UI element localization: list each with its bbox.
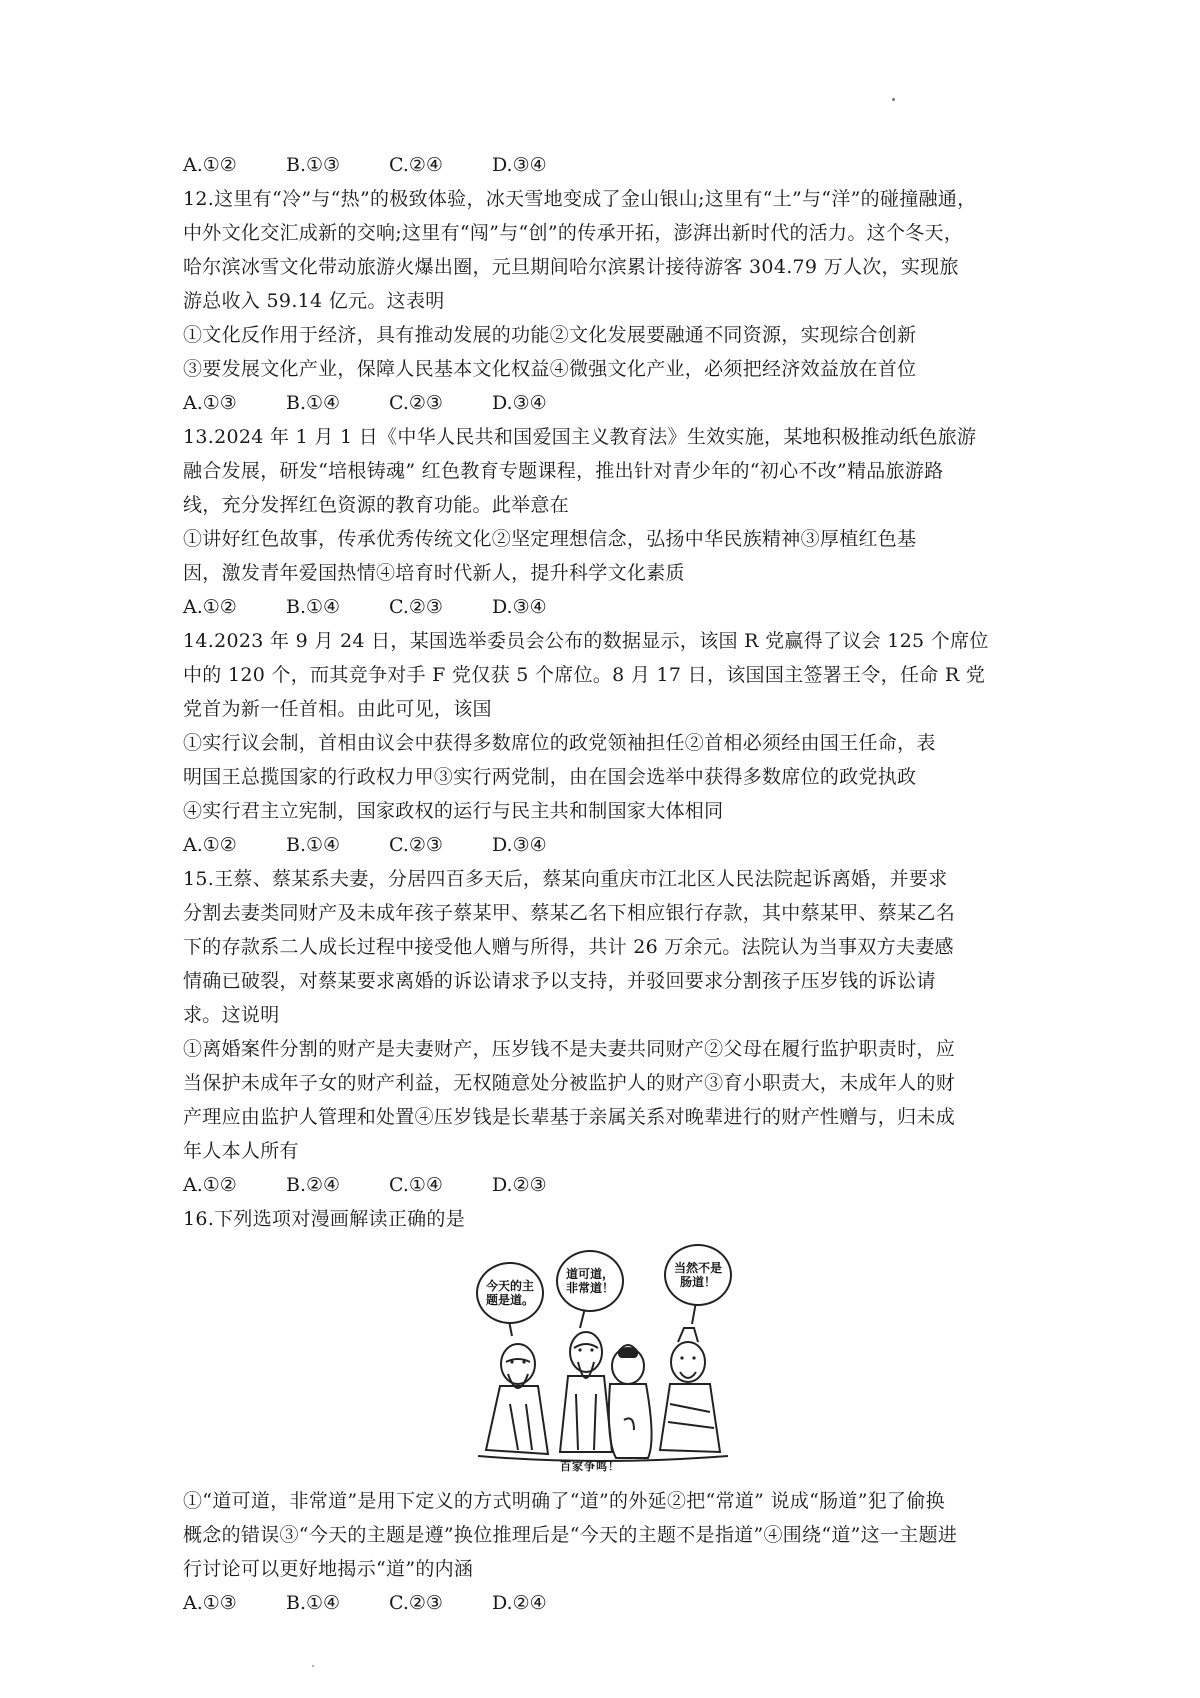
question-stem-line: 情确已破裂，对蔡某要求离婚的诉讼请求予以支持，并驳回要求分割孩子压岁钱的诉讼请 — [183, 970, 936, 992]
option-a[interactable]: A.①② — [183, 596, 237, 618]
question-16 — [183, 1202, 1043, 1620]
question-stem-line: 下的存款系二人成长过程中接受他人赠与所得，共计 26 万余元。法院认为当事双方夫妻感 — [183, 936, 954, 958]
option-c[interactable]: C.②③ — [389, 596, 443, 618]
philosophers-cartoon — [448, 1244, 748, 1478]
question-stem-line: 14.2023 年 9 月 24 日，某国选举委员会公布的数据显示，该国 R 党赢得了议会 125 个席位 — [183, 630, 989, 652]
option-b[interactable]: B.①④ — [286, 834, 341, 856]
statement-line: 因，激发青年爱国热情④培育时代新人，提升科学文化素质 — [183, 562, 685, 584]
option-c[interactable]: C.②③ — [389, 834, 443, 856]
statement-line: 当保护未成年子女的财产利益，无权随意处分被监护人的财产③育小职责大，未成年人的财 — [183, 1072, 956, 1094]
question-14 — [183, 624, 1043, 862]
statement-line: 行讨论可以更好地揭示“道”的内涵 — [183, 1558, 474, 1580]
question-stem-line: 哈尔滨冰雪文化带动旅游火爆出圈，元旦期间哈尔滨累计接待游客 304.79 万人次，实现旅 — [183, 256, 959, 278]
q14-options — [183, 828, 1043, 862]
question-12 — [183, 182, 1043, 420]
question-stem-line: 融合发展，研发“培根铸魂” 红色教育专题课程，推出针对青少年的“初心不改”精品旅游路 — [183, 460, 944, 482]
statement-line: 年人本人所有 — [183, 1140, 299, 1162]
option-b[interactable]: B.①④ — [286, 1592, 341, 1614]
option-a[interactable]: A.①② — [183, 154, 237, 176]
option-d[interactable]: D.③④ — [492, 596, 547, 618]
question-stem-line: 党首为新一任首相。由此可见，该国 — [183, 698, 492, 720]
option-c[interactable]: C.②③ — [389, 1592, 443, 1614]
scan-speck — [312, 1665, 314, 1667]
question-stem-line: 游总收入 59.14 亿元。这表明 — [183, 290, 445, 312]
option-d[interactable]: D.③④ — [492, 834, 547, 856]
option-b[interactable]: B.①④ — [286, 392, 341, 414]
question-stem-line: 16.下列选项对漫画解读正确的是 — [183, 1208, 466, 1230]
option-a[interactable]: A.①③ — [183, 1592, 237, 1614]
statement-line: ③要发展文化产业，保障人民基本文化权益④微强文化产业，必须把经济效益放在首位 — [183, 358, 917, 380]
question-stem-line: 12.这里有“冷”与“热”的极致体验，冰天雪地变成了金山银山;这里有“土”与“洋”的碰撞融通， — [183, 188, 977, 210]
statement-line: 产理应由监护人管理和处置④压岁钱是长辈基于亲属关系对晚辈进行的财产性赠与，归未成 — [183, 1106, 956, 1128]
q13-options — [183, 590, 1043, 624]
cartoon-caption: 百家争鸣！ — [560, 1460, 620, 1473]
speech-bubble-1: 今天的主题是道。 — [476, 1262, 544, 1324]
question-list — [183, 148, 1043, 1620]
statement-line: ①文化反作用于经济，具有推动发展的功能②文化发展要融通不同资源，实现综合创新 — [183, 324, 917, 346]
question-stem-line: 中的 120 个，而其竞争对手 F 党仅获 5 个席位。8 月 17 日，该国国主签署王令，任命 R 党 — [183, 664, 986, 686]
statement-line: 概念的错误③“今天的主题是遵”换位推理后是“今天的主题不是指道”④围绕“道”这一主题进 — [183, 1524, 958, 1546]
option-c[interactable]: C.②③ — [389, 392, 443, 414]
statement-line: ①讲好红色故事，传承优秀传统文化②坚定理想信念，弘扬中华民族精神③厚植红色基 — [183, 528, 917, 550]
question-stem-line: 分割去妻类同财产及未成年孩子蔡某甲、蔡某乙名下相应银行存款，其中蔡某甲、蔡某乙名 — [183, 902, 956, 924]
option-d[interactable]: D.②③ — [492, 1174, 547, 1196]
q12-options — [183, 386, 1043, 420]
statement-line: ①实行议会制，首相由议会中获得多数席位的政党领袖担任②首相必须经由国王任命，表 — [183, 732, 936, 754]
q11-options — [183, 148, 1043, 182]
statement-line: ④实行君主立宪制，国家政权的运行与民主共和制国家大体相同 — [183, 800, 724, 822]
question-stem-line: 13.2024 年 1 月 1 日《中华人民共和国爱国主义教育法》生效实施，某地积极推动纸色旅游 — [183, 426, 977, 448]
option-b[interactable]: B.①③ — [286, 154, 341, 176]
option-c[interactable]: C.②④ — [389, 154, 443, 176]
statement-line: 明国王总揽国家的行政权力甲③实行两党制，由在国会选举中获得多数席位的政党执政 — [183, 766, 917, 788]
speech-bubble-2: 道可道，非常道！ — [556, 1250, 624, 1312]
option-b[interactable]: B.②④ — [286, 1174, 341, 1196]
option-d[interactable]: D.②④ — [492, 1592, 547, 1614]
question-15 — [183, 862, 1043, 1202]
statement-line: ①“道可道，非常道”是用下定义的方式明确了“道”的外延②把“常道” 说成“肠道”犯了偷换 — [183, 1490, 945, 1512]
statement-line: ①离婚案件分割的财产是夫妻财产，压岁钱不是夫妻共同财产②父母在履行监护职责时，应 — [183, 1038, 956, 1060]
question-stem-line: 线，充分发挥红色资源的教育功能。此举意在 — [183, 494, 570, 516]
option-a[interactable]: A.①③ — [183, 392, 237, 414]
option-b[interactable]: B.①④ — [286, 596, 341, 618]
option-a[interactable]: A.①② — [183, 1174, 237, 1196]
question-stem-line: 求。这说明 — [183, 1004, 280, 1026]
question-stem-line: 中外文化交汇成新的交响;这里有“闯”与“创”的传承开拓，澎湃出新时代的活力。这个冬天， — [183, 222, 964, 244]
question-stem-line: 15.王蔡、蔡某系夫妻，分居四百多天后，蔡某向重庆市江北区人民法院起诉离婚，并要求 — [183, 868, 948, 890]
question-13 — [183, 420, 1043, 624]
option-d[interactable]: D.③④ — [492, 392, 547, 414]
speech-bubble-3: 当然不是肠道！ — [664, 1244, 732, 1306]
option-a[interactable]: A.①② — [183, 834, 237, 856]
option-d[interactable]: D.③④ — [492, 154, 547, 176]
scan-speck — [892, 98, 895, 101]
q16-options — [183, 1586, 1043, 1620]
q15-options — [183, 1168, 1043, 1202]
option-c[interactable]: C.①④ — [389, 1174, 443, 1196]
